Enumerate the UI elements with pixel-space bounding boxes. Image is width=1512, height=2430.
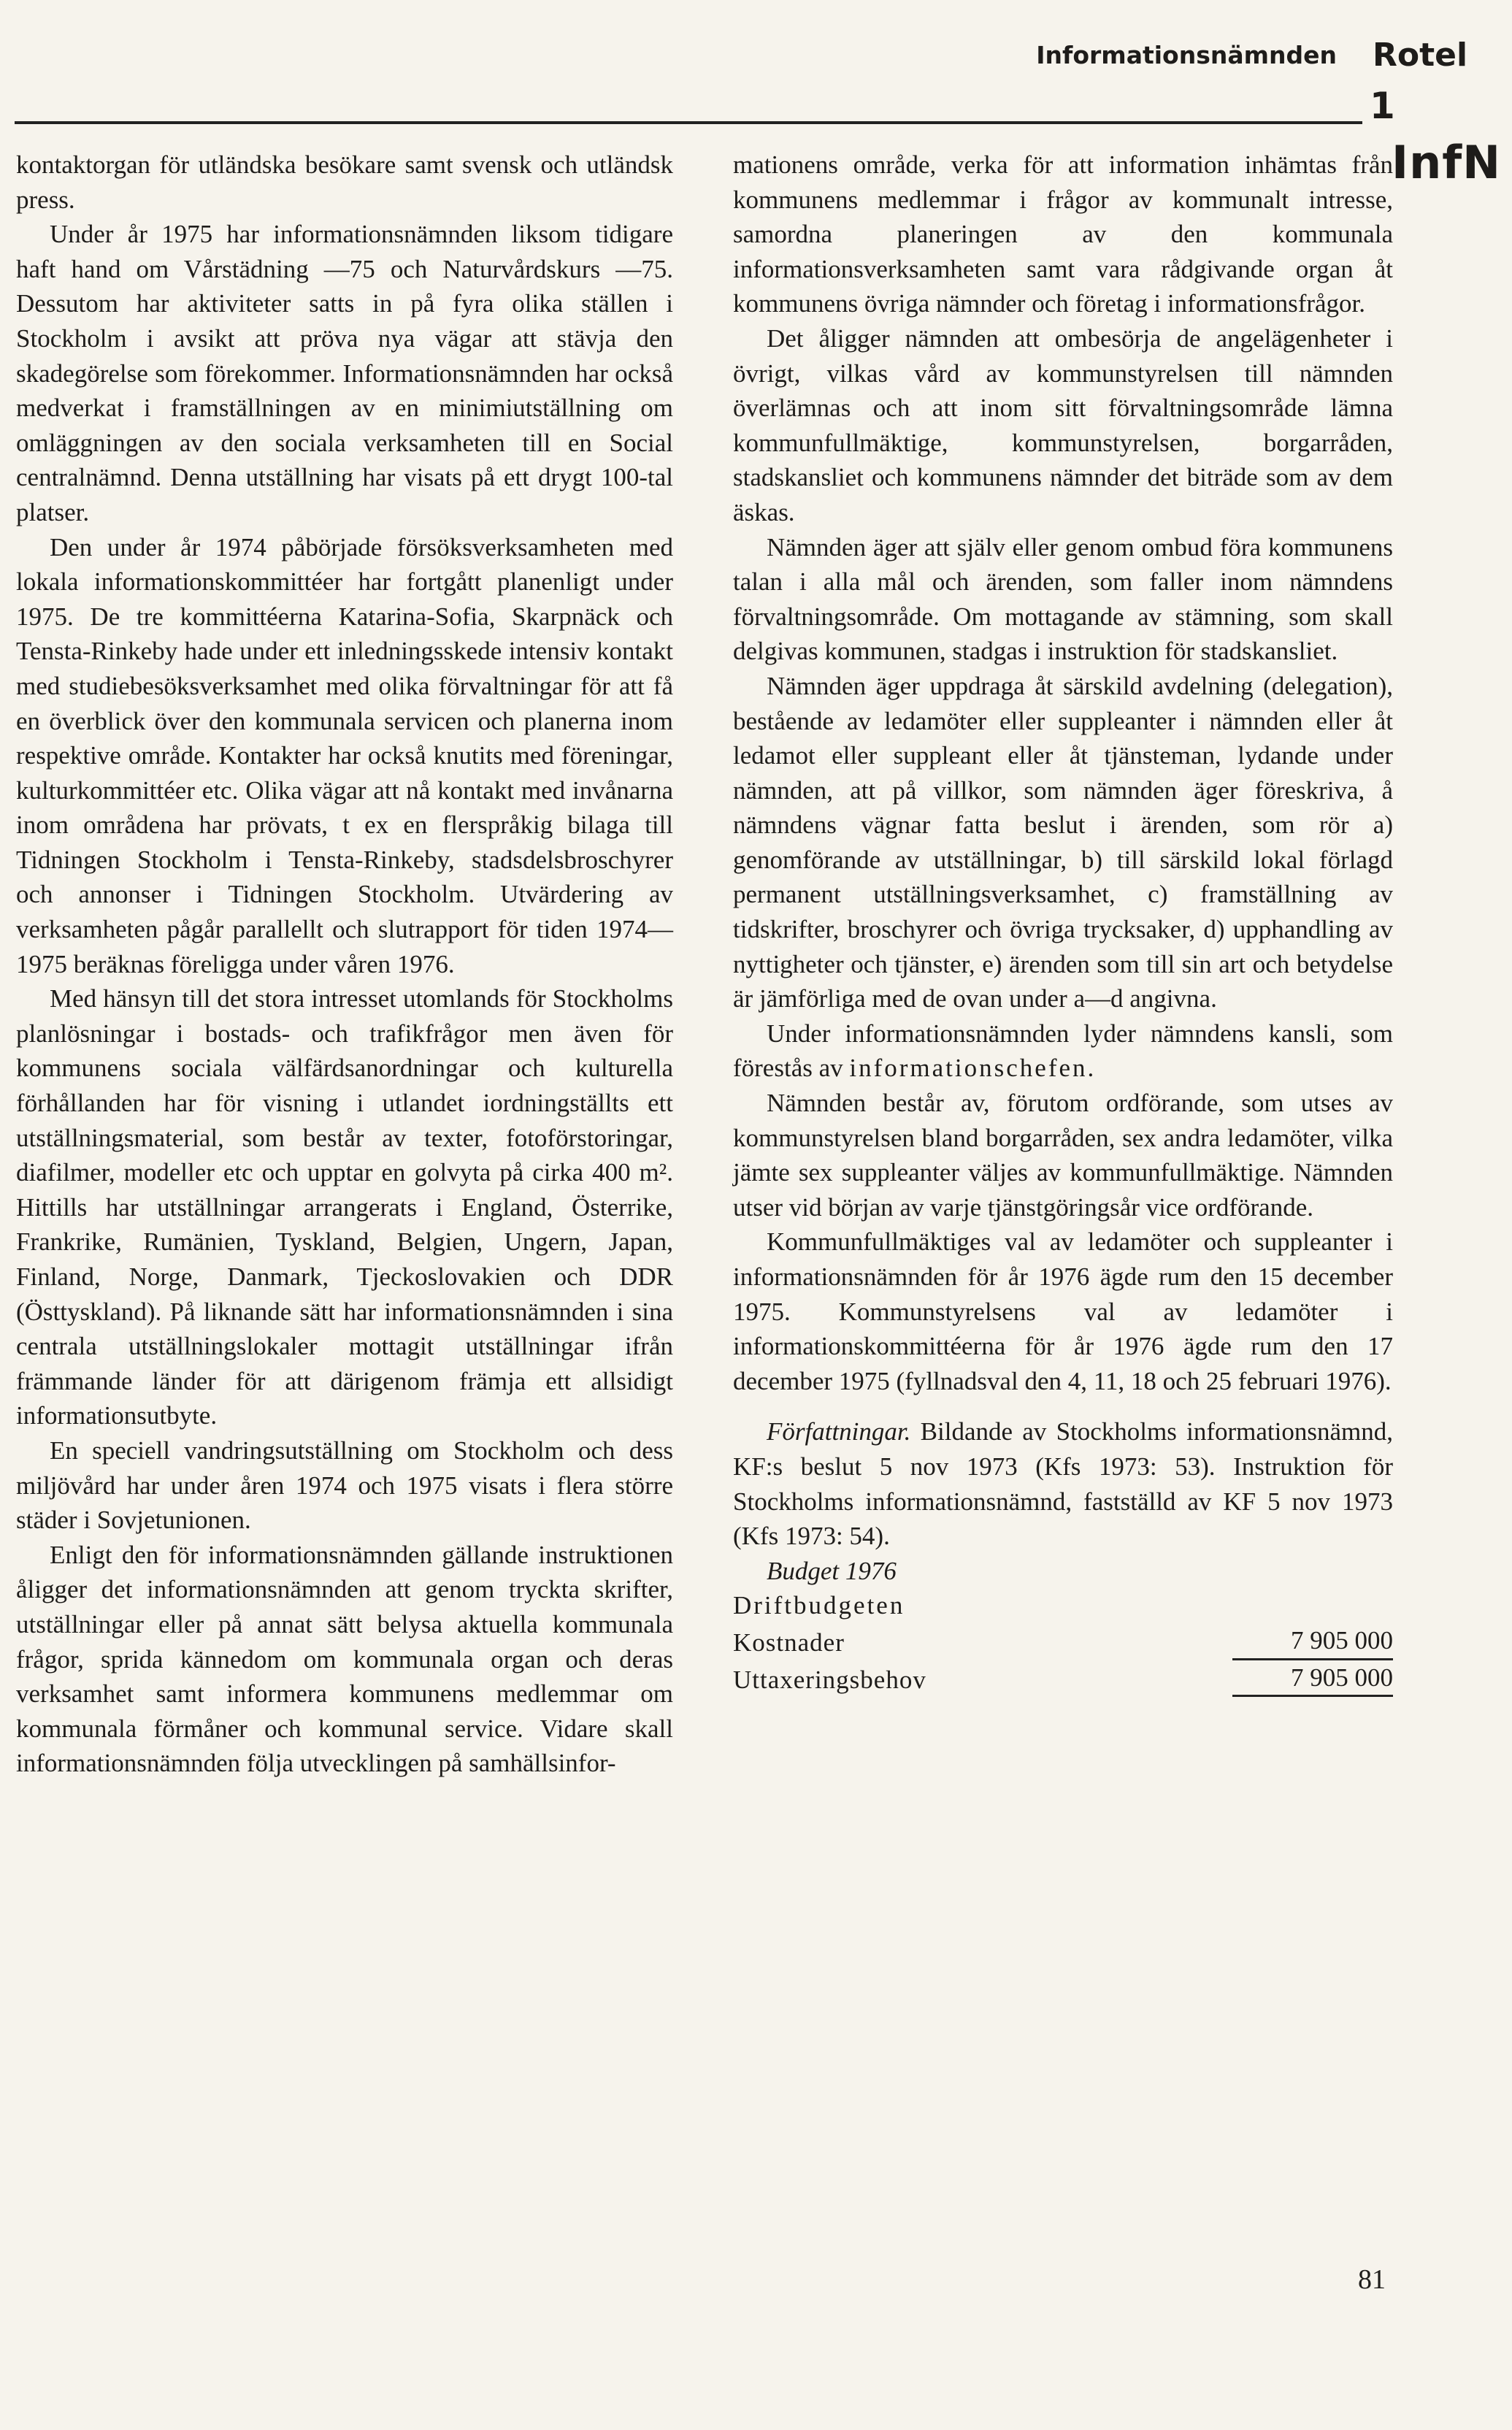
paragraph: Nämnden äger uppdraga åt särskild avdelning (delegation), bestående av ledamöter eller suppleanter i nämnden eller åt ledamot eller suppleant eller åt tjänsteman, lydande under nämnden, att på villkor, som nämnden äger föreskriva, å nämndens vägnar fatta beslut i ärenden, som rör a) genomförande av utställningar, b) till särskild lokal förlagd permanent utställningsverksamhet, c) framställning av tidskrifter, broschyrer och övriga trycksaker, d) upphandling av nyttigheter och tjänster, e) ärenden som till sin art och betydelse är jämförliga med de ovan under a—d angivna.: [733, 671, 1393, 1013]
kansli-prefix: Under informationsnämnden lyder nämndens kansli, som förestås av: [733, 1019, 1393, 1083]
forfattningar-label: Författningar.: [767, 1417, 911, 1446]
paragraph: Under år 1975 har informationsnämnden liksom tidigare haft hand om Vårstädning —75 och Naturvårdskurs —75. Dessutom har aktiviteter satts in på fyra olika ställen i Stockholm i avsikt att pröva nya vägar att stävja den skadegörelse som förekommer. Informationsnämnden har också medverkat i framställningen av en minimiutställning om omläggningen av den sociala verksamheten till en Social centralnämnd. Denna utställning har visats på ett drygt 100-tal platser.: [16, 220, 673, 526]
header-rule: [15, 121, 1362, 124]
budget-row-kostnader: [733, 1623, 1393, 1660]
kansli-role: informationschefen: [849, 1054, 1088, 1083]
paragraph: Kommunfullmäktiges val av ledamöter och suppleanter i informationsnämnden för år 1976 ägde rum den 15 december 1975. Kommunstyrelsens val av ledamöter i informationskommittéerna för år 1976 ägde rum den 17 december 1975 (fyllnadsval den 4, 11, 18 och 25 februari 1976).: [733, 1227, 1393, 1395]
kansli-suffix: .: [1087, 1054, 1094, 1083]
budget-row-label: Kostnader: [733, 1628, 845, 1657]
right-column: [733, 147, 1393, 1697]
rotel-number: 1: [1370, 85, 1395, 127]
paragraph-forfattningar: [733, 1414, 1393, 1553]
paragraph: En speciell vandringsutställning om Stockholm och dess miljövård har under åren 1974 och 1975 visats i flera större städer i Sovjetunionen.: [16, 1436, 673, 1535]
budget-row-amount: 7 905 000: [1232, 1623, 1393, 1660]
budget-title: Budget 1976: [767, 1556, 897, 1585]
left-column: [16, 147, 673, 1781]
paragraph: Det åligger nämnden att ombesörja de angelägenheter i övrigt, vilkas vård av kommunstyrelsen till nämnden överlämnas och att inom sitt förvaltningsområde lämna kommunfullmäktige, kommunstyrelsen, borgarråden, stadskansliet och kommunens nämnder det biträde som av dem äskas.: [733, 323, 1393, 526]
margin-tag: InfN: [1392, 136, 1502, 189]
budget-row-uttaxeringsbehov: [733, 1660, 1393, 1698]
budget-row-amount: 7 905 000: [1232, 1660, 1393, 1698]
paragraph: Nämnden består av, förutom ordförande, som utses av kommunstyrelsen bland borgarråden, sex andra ledamöter, vilka jämte sex suppleanter väljes av kommunfullmäktige. Nämnden utser vid början av varje tjänstgöringsår vice ordförande.: [733, 1089, 1393, 1222]
running-header-title: Informationsnämnden: [1036, 41, 1337, 69]
paragraph: Enligt den för informationsnämnden gällande instruktionen åligger det informationsnämnden att genom tryckta skrifter, utställningar eller på annat sätt belysa aktuella kommunala frågor, sprida kännedom om kommunala organ och deras verksamhet samt informera kommunens medlemmar om kommunala förmåner och kommunal service. Vidare skall informationsnämnden följa utvecklingen på samhällsinfor-: [16, 1540, 673, 1778]
paragraph: mationens område, verka för att information inhämtas från kommunens medlemmar i frågor av kommunalt intresse, samordna planeringen av den kommunala informationsverksamheten samt vara rådgivande organ åt kommunens övriga nämnder och företag i informationsfrågor.: [733, 150, 1393, 318]
page-number: 81: [1358, 2264, 1386, 2295]
paragraph: Den under år 1974 påbörjade försöksverksamheten med lokala informationskommittéer har fortgått planenligt under 1975. De tre kommittéerna Katarina-Sofia, Skarpnäck och Tensta-Rinkeby hade under ett inledningsskede intensiv kontakt med studiebesöksverksamhet med olika förvaltningar för att få en överblick över den kommunala servicen och planerna inom respektive område. Kontakter har också knutits med föreningar, kulturkommittéer etc. Olika vägar att nå kontakt med invånarna inom områdena har prövats, t ex en flerspråkig bilaga till Tidningen Stockholm i Tensta-Rinkeby, stadsdelsbroschyrer och annonser i Tidningen Stockholm. Utvärdering av verksamheten pågår parallellt och slutrapport för tiden 1974—1975 beräknas föreligga under våren 1976.: [16, 532, 673, 978]
running-header-rotel: Rotel: [1373, 37, 1468, 74]
budget-row-label: Uttaxeringsbehov: [733, 1665, 926, 1694]
paragraph-kansli: [733, 1016, 1393, 1086]
paragraph: Med hänsyn till det stora intresset utomlands för Stockholms planlösningar i bostads- och trafikfrågor men även för kommunens sociala välfärdsanordningar och kulturella förhållanden har för visning i utlandet iordningställts ett utställningsmaterial, som består av texter, fotoförstoringar, diafilmer, modeller etc och upptar en golvyta på cirka 400 m². Hittills har utställningar arrangerats i England, Österrike, Frankrike, Rumänien, Tyskland, Belgien, Ungern, Japan, Finland, Norge, Danmark, Tjeckoslovakien och DDR (Östtyskland). På liknande sätt har informationsnämnden i sina centrala utställningslokaler mottagit utställningar ifrån främmande länder för att därigenom främja ett allsidigt informationsutbyte.: [16, 984, 673, 1430]
paragraph: Nämnden äger att själv eller genom ombud föra kommunens talan i alla mål och ärenden, som faller inom nämndens förvaltningsområde. Om mottagande av stämning, som skall delgivas kommunen, stadgas i instruktion för stadskansliet.: [733, 532, 1393, 666]
paragraph: kontaktorgan för utländska besökare samt svensk och utländsk press.: [16, 150, 673, 214]
forfattningar-text: Bildande av Stockholms informationsnämnd, KF:s beslut 5 nov 1973 (Kfs 1973: 53). Instruktion för Stockholms informationsnämnd, fastställd av KF 5 nov 1973 (Kfs 1973: 54).: [733, 1417, 1394, 1551]
budget-heading: Driftbudgeten: [733, 1591, 905, 1620]
